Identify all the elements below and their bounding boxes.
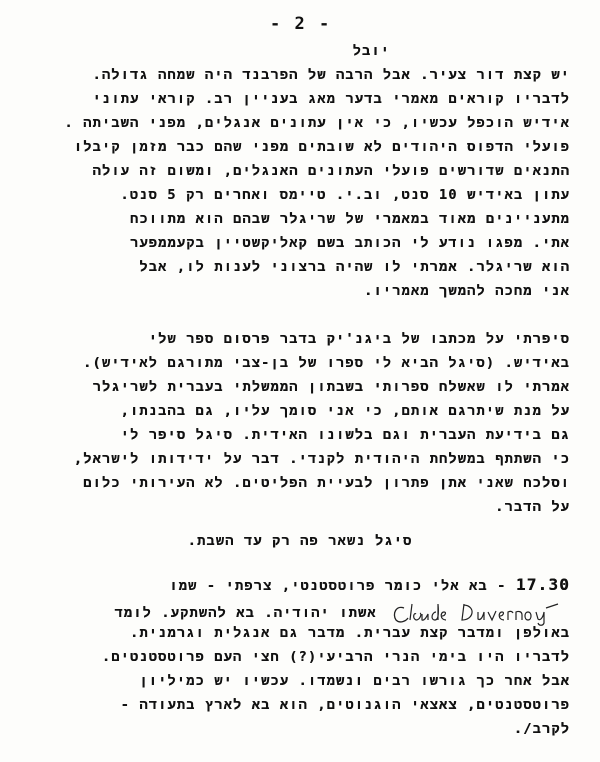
text-line: באידיש. (סיגל הביא לי ספרו של בן-צבי מתורגם לאידיש).	[83, 355, 570, 371]
entry-time: 17.30	[515, 576, 570, 594]
text-line: יובל	[352, 43, 390, 59]
text-line: על מנת שיתרגם אותם, כי אני סומך עליו, גם בהבנתו,	[120, 403, 570, 419]
text-line: אידיש הוכפל עכשיו, כי אין עתונים אנגלים, מפני השביתה .	[64, 115, 570, 131]
text-line: פועלי הדפוס היהודים לא שובתים מפני שהם כבר מזמן קיבלו	[73, 139, 570, 155]
handwritten-signature	[390, 600, 566, 626]
text-line: אני מחכה להמשך מאמריו.	[364, 283, 570, 299]
text-line: עתון באידיש 10 סנט, וב.י. טיימס ואחרים רק 5 סנט.	[120, 187, 570, 203]
text-line: אמרתי לו שאשלח ספרותי בשבתון הממשלתי בעברית לשריגלר	[92, 379, 570, 395]
text-segment: אשתו יהודיה. בא להשתקע. לומד	[114, 605, 377, 621]
text-line: לקרב/.	[513, 721, 570, 737]
text-line: כי השתתף במשלחת היהודית לקנדי. דבר על ידידותו לישראל,	[73, 451, 570, 467]
text-line: לדבריו קוראים מאמרי בדער מאג בעניין רב. קוראי עתוני	[92, 91, 570, 107]
text-line: יש קצת דור צעיר. אבל הרבה של הפרבנד היה שמחה גדולה.	[92, 67, 570, 83]
text-segment: - בא אלי כומר פרוטסטנטי, צרפתי - שמו	[169, 578, 507, 594]
text-line: הוא שריגלר. אמרתי לו שהיה ברצוני לענות לו, אבל	[139, 259, 570, 275]
text-line: סיפרתי על מכתבו של ביגנ'יק בדבר פרסום ספר שלי	[148, 331, 570, 347]
text-line: באולפן ומדבר קצת עברית. מדבר גם אנגלית וגרמנית.	[129, 625, 570, 641]
text-line: התנאים שדורשים פועלי העתונים האנגלים, ומשום זה עולה	[92, 163, 570, 179]
text-line: אבל אחר כך גורשו רבים ונשמדו. עכשיו יש כמיליון	[139, 673, 570, 689]
page-number: - 2 -	[270, 14, 332, 34]
centered-text-line: סיגל נשאר פה רק עד השבת.	[187, 533, 413, 549]
text-line	[24, 576, 570, 595]
text-line	[24, 600, 570, 626]
text-line: פרוטסטנטים, צאצאי הוגנוטים, הוא בא לארץ בתעודה -	[120, 697, 570, 713]
text-line: גם בידיעת העברית וגם בלשונו האידית. סיגל סיפר לי	[120, 427, 570, 443]
text-line: לדבריו היו בימי הנרי הרביעי(?) חצי העם פרוטסטנטים.	[101, 649, 570, 665]
text-line: וסלכח שאני אתן פתרון לבעיית הפליטים. לא העירותי כלום	[83, 475, 570, 491]
text-line: אתי. מפגו נודע לי הכותב בשם קאליקשטיין בקעממפער	[129, 235, 570, 251]
text-line: על הדבר.	[495, 499, 570, 515]
text-line: מתעניינים מאוד במאמרי של שריגלר שבהם הוא מתווכח	[130, 211, 570, 227]
